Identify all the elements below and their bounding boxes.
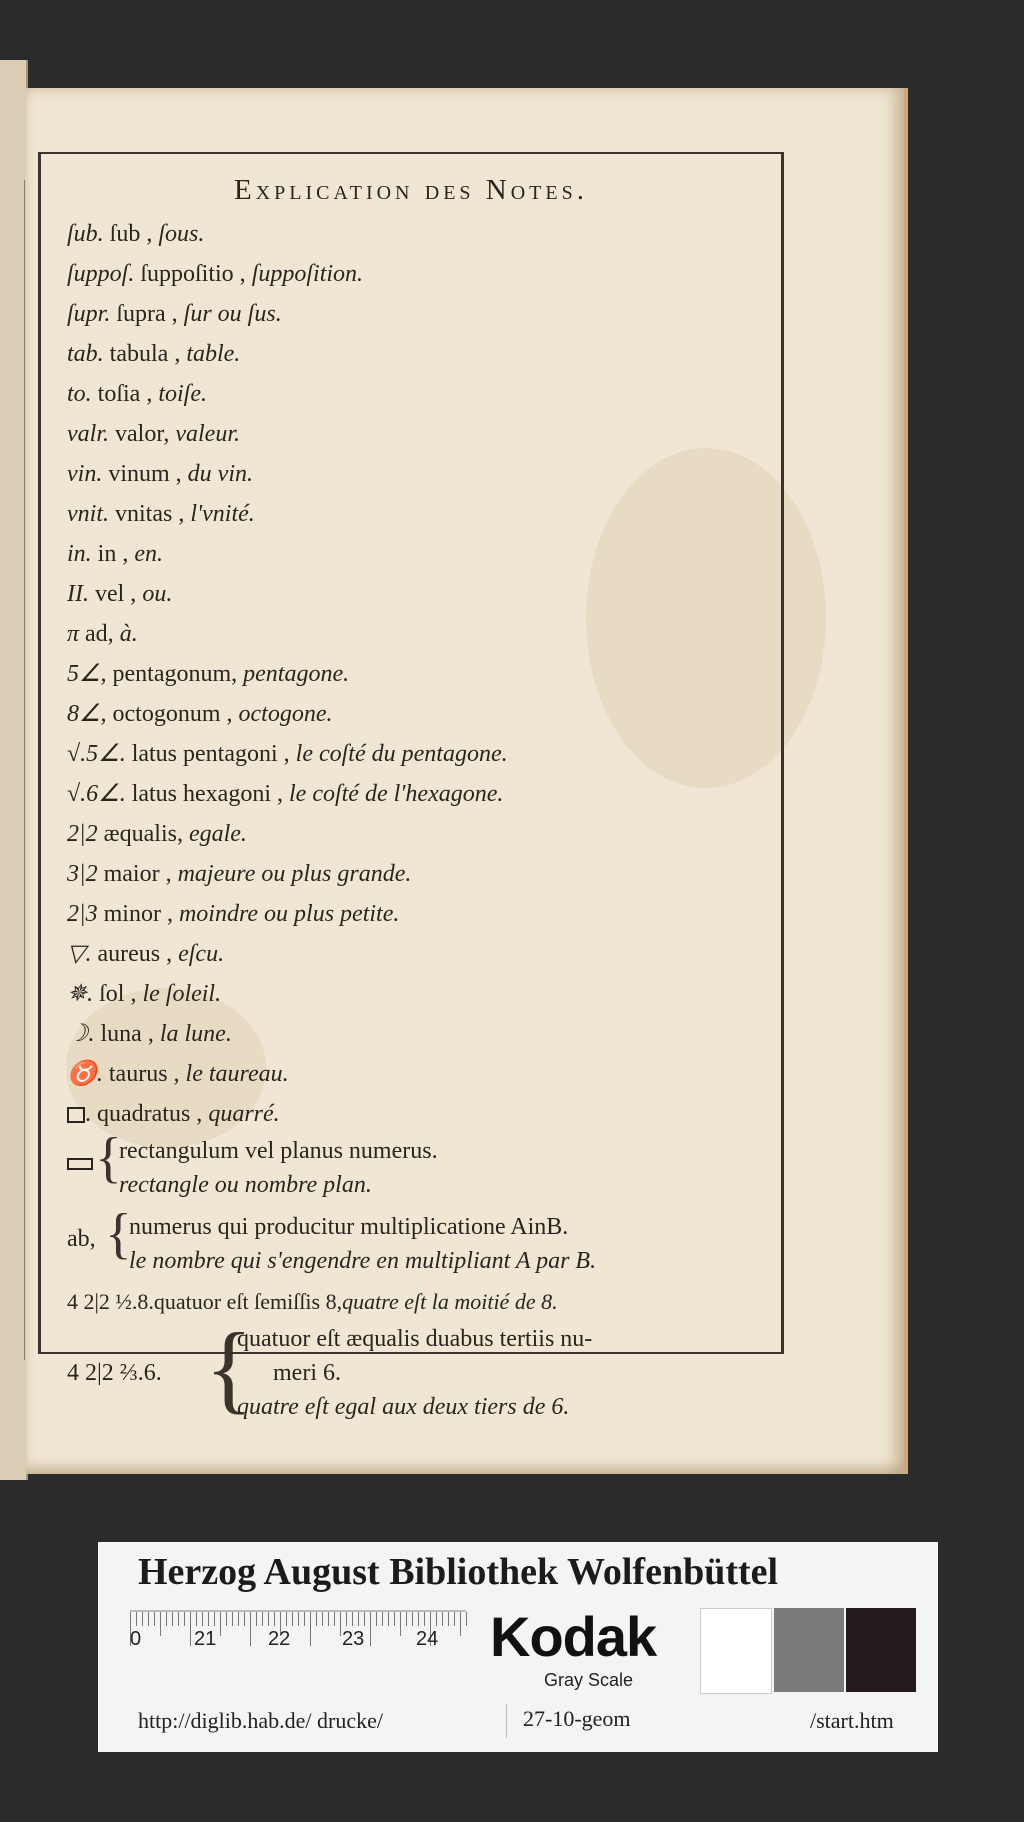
note-latin: ſuppoſitio , xyxy=(140,261,246,287)
ruler-tick xyxy=(304,1612,305,1626)
item-code: 27-10-geom xyxy=(506,1704,631,1738)
ruler-tick xyxy=(322,1612,323,1626)
ruler-tick xyxy=(286,1612,287,1626)
note-entry xyxy=(67,1014,777,1054)
ruler-tick xyxy=(406,1612,407,1626)
ruler-tick xyxy=(160,1612,161,1636)
brace-lead: 4 2|2 ⅔.6. xyxy=(67,1360,162,1386)
ruler-number: 21 xyxy=(194,1628,217,1650)
note-abbreviation: ſuppoſ. xyxy=(67,261,135,287)
curly-brace-icon: { xyxy=(95,1127,122,1189)
ruler-tick xyxy=(166,1612,167,1626)
note-french: egale. xyxy=(188,821,247,847)
note-entry xyxy=(67,1282,777,1322)
note-abbreviation: ſub. xyxy=(67,221,104,247)
ruler-tick xyxy=(448,1612,449,1626)
note-abbreviation: 2|2 xyxy=(67,821,98,847)
ruler-tick xyxy=(310,1612,311,1646)
note-abbreviation: vnit. xyxy=(67,501,109,527)
ruler-tick xyxy=(202,1612,203,1626)
note-french: moindre ou plus petite. xyxy=(178,901,400,927)
page-title: Explication des Notes. xyxy=(234,174,588,206)
note-entry xyxy=(67,294,777,334)
book-page xyxy=(26,88,908,1474)
ruler-tick xyxy=(460,1612,461,1636)
note-french: octogone. xyxy=(238,701,333,727)
note-abbreviation: √.5∠. xyxy=(67,741,126,767)
note-abbreviation: ☽. xyxy=(67,1021,95,1047)
note-entry xyxy=(67,814,777,854)
note-part: quatre eſt la moitié de 8. xyxy=(342,1289,558,1314)
note-french: quarré. xyxy=(208,1101,280,1127)
library-name: Herzog August Bibliothek Wolfenbüttel xyxy=(138,1551,779,1593)
brace-line: rectangulum vel planus numerus. xyxy=(119,1138,438,1164)
ruler-tick xyxy=(394,1612,395,1626)
note-latin: maior , xyxy=(103,861,172,887)
note-french: à. xyxy=(119,621,138,647)
brace-line: quatre eſt egal aux deux tiers de 6. xyxy=(237,1394,570,1420)
note-abbreviation: π xyxy=(67,621,80,647)
note-french: le ſoleil. xyxy=(142,981,222,1007)
note-part: quatuor eſt ſemiſſis 8, xyxy=(153,1289,343,1314)
curly-brace-icon: { xyxy=(205,1312,253,1423)
note-entry xyxy=(67,214,777,254)
ruler-tick xyxy=(376,1612,377,1626)
note-french: pentagone. xyxy=(243,661,350,687)
note-abbreviation: 3|2 xyxy=(67,861,98,887)
ruler-number: 0 xyxy=(130,1628,142,1650)
ruler-tick xyxy=(436,1612,437,1626)
adjacent-page-fold xyxy=(0,180,25,1360)
ruler-tick xyxy=(292,1612,293,1626)
note-latin: octogonum , xyxy=(112,701,233,727)
note-entry xyxy=(67,494,777,534)
note-entry xyxy=(67,694,777,734)
ruler-number: 23 xyxy=(342,1628,365,1650)
brace-line: meri 6. xyxy=(273,1360,341,1386)
note-entry xyxy=(67,654,777,694)
ruler-tick xyxy=(190,1612,191,1646)
ruler-tick xyxy=(250,1612,251,1646)
note-entry xyxy=(67,774,777,814)
note-part: 4 2|2 ½.8. xyxy=(67,1289,154,1314)
note-latin: vnitas , xyxy=(115,501,185,527)
note-french: le coſté de l'hexagone. xyxy=(289,781,504,807)
note-entry xyxy=(67,854,777,894)
note-entry xyxy=(67,454,777,494)
note-latin: in , xyxy=(97,541,129,567)
white-swatch xyxy=(700,1608,772,1694)
ruler-tick xyxy=(232,1612,233,1626)
ruler-tick xyxy=(400,1612,401,1636)
note-entry xyxy=(67,934,777,974)
note-french: majeure ou plus grande. xyxy=(177,861,412,887)
note-latin: ſub , xyxy=(109,221,153,247)
ruler-tick xyxy=(178,1612,179,1626)
gray-swatch xyxy=(774,1608,844,1692)
ruler-tick xyxy=(244,1612,245,1626)
note-abbreviation: ♉. xyxy=(67,1061,103,1087)
kodak-logo: Kodak xyxy=(490,1605,657,1668)
source-url[interactable]: http://diglib.hab.de/ drucke/ xyxy=(138,1708,384,1733)
note-latin: luna , xyxy=(100,1021,154,1047)
ruler-tick xyxy=(412,1612,413,1626)
note-french: ſuppoſition. xyxy=(251,261,364,287)
note-abbreviation: 8∠, xyxy=(67,701,107,727)
note-entry xyxy=(67,1054,777,1094)
note-abbreviation: to. xyxy=(67,381,92,407)
start-link[interactable]: /start.htm xyxy=(810,1708,894,1733)
note-french: valeur. xyxy=(175,421,241,447)
note-abbreviation: II. xyxy=(67,581,89,607)
note-latin: toſia , xyxy=(97,381,153,407)
note-latin: pentagonum, xyxy=(112,661,238,687)
ruler-tick xyxy=(136,1612,137,1626)
ruler-tick xyxy=(388,1612,389,1626)
note-entry xyxy=(67,334,777,374)
ruler-tick xyxy=(334,1612,335,1626)
note-latin: valor, xyxy=(115,421,170,447)
text-frame xyxy=(38,152,784,1423)
note-french: le taureau. xyxy=(185,1061,289,1087)
note-french: eſcu. xyxy=(178,941,225,967)
square-symbol-icon: . xyxy=(67,1101,91,1127)
ruler-tick xyxy=(238,1612,239,1626)
note-french: toiſe. xyxy=(158,381,207,407)
note-latin: latus hexagoni , xyxy=(131,781,283,807)
note-french: la lune. xyxy=(159,1021,232,1047)
ruler-tick xyxy=(352,1612,353,1626)
ruler-tick xyxy=(268,1612,269,1626)
ruler-number: 24 xyxy=(416,1628,439,1650)
ruler-tick xyxy=(382,1612,383,1626)
note-abbreviation: 2|3 xyxy=(67,901,98,927)
ruler-tick xyxy=(346,1612,347,1626)
rectangle-symbol-icon xyxy=(67,1150,93,1177)
note-abbreviation: 5∠, xyxy=(67,661,107,687)
ruler-tick xyxy=(328,1612,329,1626)
gray-scale-label: Gray Scale xyxy=(544,1670,634,1690)
note-french: ou. xyxy=(142,581,173,607)
note-latin: ad, xyxy=(85,621,114,647)
note-abbreviation: in. xyxy=(67,541,92,567)
ruler-tick xyxy=(424,1612,425,1626)
note-french: en. xyxy=(134,541,163,567)
ruler-tick xyxy=(370,1612,371,1646)
note-abbreviation: valr. xyxy=(67,421,109,447)
note-french: le coſté du pentagone. xyxy=(295,741,508,767)
ruler-tick xyxy=(358,1612,359,1626)
note-french: ſous. xyxy=(158,221,205,247)
note-entry xyxy=(67,974,777,1014)
note-abbreviation: vin. xyxy=(67,461,103,487)
brace-line: le nombre qui s'engendre en multipliant A par B. xyxy=(129,1248,597,1274)
note-abbreviation: ſupr. xyxy=(67,301,111,327)
note-latin: minor , xyxy=(103,901,173,927)
note-entry xyxy=(67,374,777,414)
ruler-tick xyxy=(154,1612,155,1626)
note-latin: aureus , xyxy=(97,941,173,967)
ruler-tick xyxy=(316,1612,317,1626)
note-latin: tabula , xyxy=(109,341,181,367)
note-latin: ſupra , xyxy=(116,301,178,327)
entry-list xyxy=(67,214,777,1432)
note-entry xyxy=(67,574,777,614)
note-latin: taurus , xyxy=(108,1061,180,1087)
ruler-tick xyxy=(364,1612,365,1626)
note-abbreviation: tab. xyxy=(67,341,104,367)
note-entry xyxy=(67,254,777,294)
curly-brace-icon: { xyxy=(105,1203,132,1265)
brace-line: rectangle ou nombre plan. xyxy=(119,1172,372,1198)
ruler-tick xyxy=(274,1612,275,1626)
ruler-tick xyxy=(184,1612,185,1626)
note-entry xyxy=(67,734,777,774)
note-french: table. xyxy=(186,341,241,367)
ruler-tick xyxy=(418,1612,419,1626)
note-entry xyxy=(67,1094,777,1134)
note-entry xyxy=(67,894,777,934)
ruler-number: 22 xyxy=(268,1628,291,1650)
ruler-tick xyxy=(442,1612,443,1626)
brace-line: numerus qui producitur multiplicatione AinB. xyxy=(129,1214,569,1240)
ruler-tick xyxy=(220,1612,221,1636)
ruler-tick xyxy=(148,1612,149,1626)
ruler-tick xyxy=(466,1612,467,1626)
black-swatch xyxy=(846,1608,916,1692)
ruler-tick xyxy=(262,1612,263,1626)
note-entry xyxy=(67,534,777,574)
note-latin: quadratus , xyxy=(97,1101,203,1127)
note-entry xyxy=(67,614,777,654)
ruler-tick xyxy=(142,1612,143,1626)
note-abbreviation: √.6∠. xyxy=(67,781,126,807)
brace-line: quatuor eſt æqualis duabus tertiis nu- xyxy=(237,1326,593,1352)
brace-lead: ab, xyxy=(67,1226,96,1252)
ruler-tick xyxy=(172,1612,173,1626)
note-latin: vel , xyxy=(94,581,137,607)
ruler-tick xyxy=(196,1612,197,1626)
ruler-tick xyxy=(340,1612,341,1636)
note-french: ſur ou ſus. xyxy=(183,301,282,327)
note-abbreviation: ✵. xyxy=(67,981,94,1007)
ruler-tick xyxy=(226,1612,227,1626)
note-entry xyxy=(67,414,777,454)
ruler-tick xyxy=(208,1612,209,1626)
note-latin: vinum , xyxy=(108,461,182,487)
note-french: du vin. xyxy=(187,461,253,487)
brace-entry xyxy=(67,1312,777,1432)
ruler-tick xyxy=(454,1612,455,1626)
calibration-strip xyxy=(98,1542,938,1752)
note-latin: ſol , xyxy=(99,981,137,1007)
ruler-tick xyxy=(298,1612,299,1626)
brace-entry xyxy=(67,1127,777,1206)
note-latin: æqualis, xyxy=(103,821,183,847)
brace-entry xyxy=(67,1203,777,1282)
ruler-tick xyxy=(214,1612,215,1626)
note-french: l'vnité. xyxy=(190,501,255,527)
note-abbreviation: ▽. xyxy=(67,941,92,967)
note-latin: latus pentagoni , xyxy=(131,741,290,767)
ruler-tick xyxy=(256,1612,257,1626)
